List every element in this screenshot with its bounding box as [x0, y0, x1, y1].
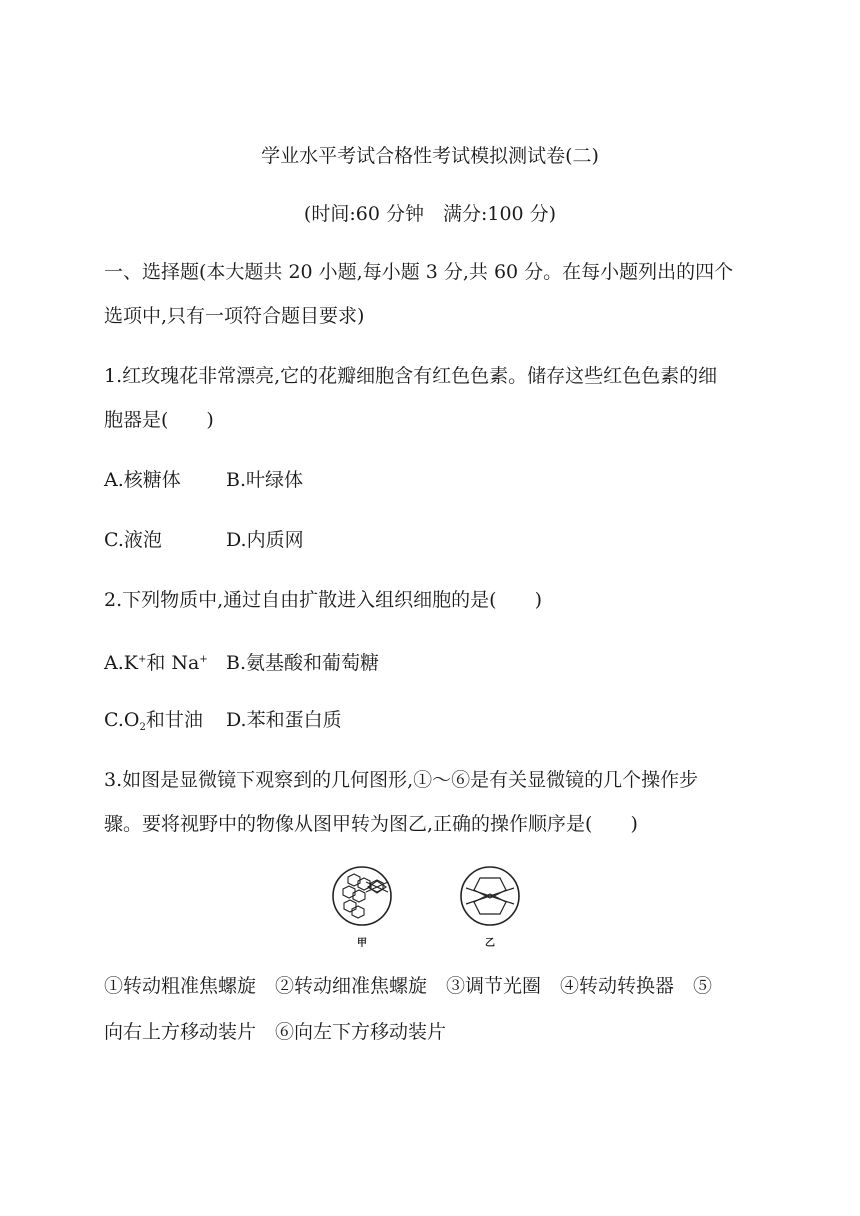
question-1-option-d: D.内质网 [226, 529, 304, 551]
question-1-options-ab [104, 466, 303, 494]
page-subtitle: (时间:60 分钟 满分:100 分) [303, 203, 557, 225]
section-heading-line2: 选项中,只有一项符合题目要求) [104, 305, 365, 327]
question-3-steps-line2: 向右上方移动装片 ⑥向左下方移动装片 [104, 1021, 447, 1043]
view-yi [461, 867, 519, 925]
question-1-option-b: B.叶绿体 [226, 469, 304, 491]
question-2-option-a [104, 646, 226, 677]
option-a-text-2: 和 Na [146, 652, 200, 674]
figure-label-jia: 甲 [357, 938, 367, 949]
question-2-option-d: D.苯和蛋白质 [226, 709, 342, 731]
option-c-text-2: 和甘油 [145, 709, 203, 731]
question-3-stem-line2: 骤。要将视野中的物像从图甲转为图乙,正确的操作顺序是( ) [104, 813, 638, 835]
figure-label-yi: 乙 [485, 938, 495, 949]
question-2-options-ab [104, 646, 379, 677]
question-1-stem-line2: 胞器是( ) [104, 409, 214, 431]
question-1-option-a: A.核糖体 [104, 469, 181, 491]
option-c-subscript: 2 [139, 722, 146, 733]
microscope-views-drawing [330, 862, 530, 934]
question-1-option-c: C.液泡 [104, 529, 162, 551]
question-2-option-c [104, 706, 226, 742]
option-a-text: A.K [104, 652, 138, 674]
view-jia [333, 867, 391, 925]
section-heading-line1: 一、选择题(本大题共 20 小题,每小题 3 分,共 60 分。在每小题列出的四个 [104, 261, 734, 283]
question-2-options-cd [104, 706, 342, 742]
option-a-charge-2: + [199, 654, 208, 665]
question-1-stem-line1: 1.红玫瑰花非常漂亮,它的花瓣细胞含有红色色素。储存这些红色色素的细 [104, 365, 718, 387]
question-2-stem: 2.下列物质中,通过自由扩散进入组织细胞的是( ) [104, 589, 542, 611]
question-1-options-cd [104, 526, 304, 554]
question-3-stem-line1: 3.如图是显微镜下观察到的几何图形,①～⑥是有关显微镜的几个操作步 [104, 769, 699, 791]
page-title: 学业水平考试合格性考试模拟测试卷(二) [261, 145, 599, 167]
microscope-figure [330, 862, 530, 952]
question-2-option-b: B.氨基酸和葡萄糖 [226, 652, 380, 674]
option-c-text: C.O [104, 709, 140, 731]
option-a-charge-1: + [137, 654, 147, 665]
question-3-steps-line1: ①转动粗准焦螺旋 ②转动细准焦螺旋 ③调节光圈 ④转动转换器 ⑤ [104, 975, 713, 997]
